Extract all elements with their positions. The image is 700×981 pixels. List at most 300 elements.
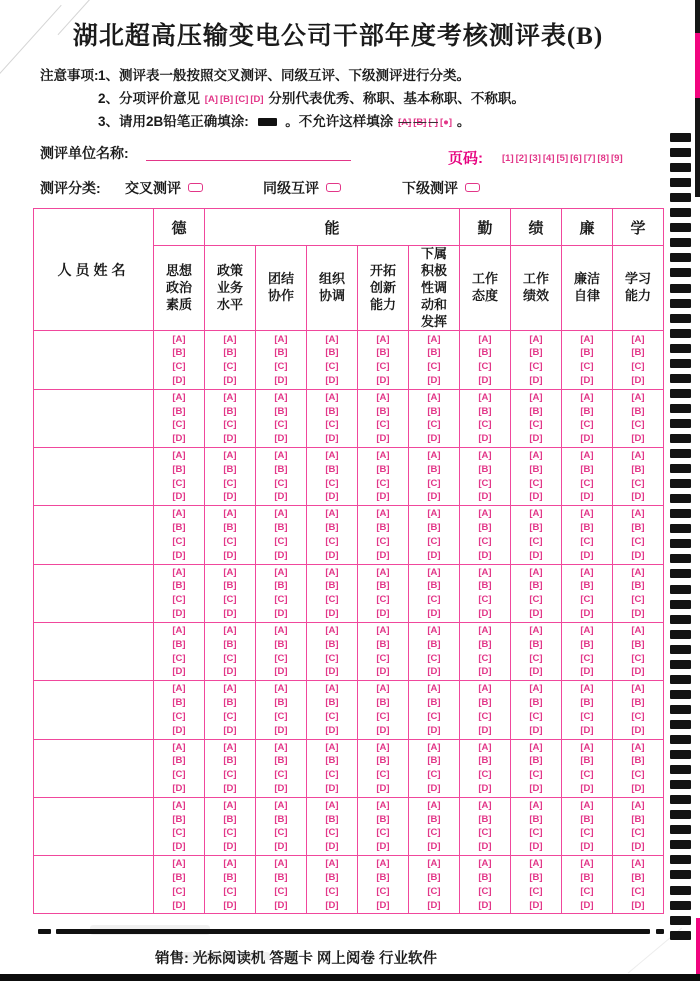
name-cell[interactable]	[34, 506, 154, 564]
omr-bubble[interactable]: [D]	[631, 491, 645, 503]
name-cell[interactable]	[34, 622, 154, 680]
omr-bubble[interactable]: [A]	[427, 333, 441, 345]
omr-bubble[interactable]: [B]	[376, 463, 390, 475]
omr-bubble[interactable]: [C]	[325, 710, 339, 722]
omr-bubble[interactable]: [A]	[325, 858, 339, 870]
omr-bubble[interactable]: [A]	[580, 799, 594, 811]
omr-bubble[interactable]: [A]	[172, 624, 186, 636]
omr-bubble[interactable]: [D]	[172, 433, 186, 445]
omr-bubble[interactable]: [D]	[376, 491, 390, 503]
omr-bubble[interactable]: [D]	[274, 782, 288, 794]
omr-bubble[interactable]: [A]	[325, 333, 339, 345]
omr-bubble[interactable]: [B]	[427, 697, 441, 709]
omr-bubble[interactable]: [C]	[376, 419, 390, 431]
omr-bubble[interactable]: [B]	[325, 638, 339, 650]
omr-bubble[interactable]: [A]	[325, 566, 339, 578]
omr-bubble[interactable]: [D]	[580, 841, 594, 853]
omr-bubble[interactable]: [A]	[529, 858, 543, 870]
omr-bubble[interactable]: [D]	[376, 433, 390, 445]
name-cell[interactable]	[34, 681, 154, 739]
omr-bubble[interactable]: [B]	[274, 347, 288, 359]
omr-bubble[interactable]: [A]	[580, 566, 594, 578]
omr-bubble[interactable]: [C]	[580, 885, 594, 897]
omr-bubble[interactable]: [B]	[427, 463, 441, 475]
omr-bubble[interactable]: [A]	[274, 333, 288, 345]
name-cell[interactable]	[34, 739, 154, 797]
omr-bubble[interactable]: [C]	[529, 885, 543, 897]
omr-bubble[interactable]: [D]	[478, 899, 492, 911]
omr-bubble[interactable]: [D]	[427, 782, 441, 794]
omr-bubble[interactable]: [D]	[325, 899, 339, 911]
omr-bubble[interactable]: [C]	[376, 769, 390, 781]
omr-bubble[interactable]: [D]	[376, 724, 390, 736]
page-number-bubble[interactable]: [5]	[556, 153, 569, 164]
omr-bubble[interactable]: [A]	[478, 741, 492, 753]
omr-bubble[interactable]: [D]	[478, 608, 492, 620]
omr-bubble[interactable]: [D]	[223, 491, 237, 503]
omr-bubble[interactable]: [C]	[478, 827, 492, 839]
omr-bubble[interactable]: [C]	[427, 477, 441, 489]
omr-bubble[interactable]: [D]	[274, 374, 288, 386]
omr-bubble[interactable]: [C]	[631, 535, 645, 547]
omr-bubble[interactable]: [C]	[376, 594, 390, 606]
omr-bubble[interactable]: [D]	[325, 374, 339, 386]
omr-bubble[interactable]: [C]	[172, 652, 186, 664]
name-cell[interactable]	[34, 564, 154, 622]
omr-bubble[interactable]: [C]	[325, 827, 339, 839]
omr-bubble[interactable]: [D]	[631, 724, 645, 736]
omr-bubble[interactable]: [C]	[223, 419, 237, 431]
omr-bubble[interactable]: [B]	[529, 697, 543, 709]
omr-bubble[interactable]: [B]	[478, 405, 492, 417]
omr-bubble[interactable]: [C]	[631, 477, 645, 489]
omr-bubble[interactable]: [D]	[172, 899, 186, 911]
omr-bubble[interactable]: [C]	[427, 535, 441, 547]
omr-bubble[interactable]: [C]	[631, 419, 645, 431]
omr-bubble[interactable]: [B]	[274, 580, 288, 592]
omr-bubble[interactable]: [D]	[325, 666, 339, 678]
omr-bubble[interactable]: [C]	[478, 477, 492, 489]
omr-bubble[interactable]: [B]	[529, 463, 543, 475]
omr-bubble[interactable]: [C]	[223, 827, 237, 839]
unit-name-input[interactable]	[146, 143, 351, 161]
omr-bubble[interactable]: [B]	[274, 871, 288, 883]
omr-bubble[interactable]: [B]	[631, 463, 645, 475]
omr-bubble[interactable]: [B]	[427, 347, 441, 359]
omr-bubble[interactable]: [B]	[580, 405, 594, 417]
omr-bubble[interactable]: [B]	[427, 405, 441, 417]
omr-bubble[interactable]: [D]	[529, 608, 543, 620]
omr-bubble[interactable]: [A]	[376, 566, 390, 578]
omr-bubble[interactable]: [B]	[274, 697, 288, 709]
omr-bubble[interactable]: [A]	[478, 624, 492, 636]
omr-bubble[interactable]: [D]	[427, 374, 441, 386]
omr-bubble[interactable]: [A]	[172, 683, 186, 695]
omr-bubble[interactable]: [D]	[172, 782, 186, 794]
omr-bubble[interactable]: [B]	[172, 697, 186, 709]
omr-bubble[interactable]: [A]	[631, 858, 645, 870]
omr-bubble[interactable]: [A]	[325, 799, 339, 811]
omr-bubble[interactable]: [A]	[631, 566, 645, 578]
omr-bubble[interactable]: [B]	[529, 580, 543, 592]
omr-bubble[interactable]: [B]	[376, 871, 390, 883]
omr-bubble[interactable]: [D]	[631, 666, 645, 678]
omr-bubble[interactable]: [C]	[478, 652, 492, 664]
omr-bubble[interactable]: [A]	[172, 391, 186, 403]
omr-bubble[interactable]: [B]	[427, 813, 441, 825]
omr-bubble[interactable]: [D]	[223, 608, 237, 620]
omr-bubble[interactable]: [A]	[427, 683, 441, 695]
omr-bubble[interactable]: [A]	[223, 566, 237, 578]
omr-bubble[interactable]: [D]	[223, 899, 237, 911]
omr-bubble[interactable]: [D]	[580, 666, 594, 678]
omr-bubble[interactable]: [D]	[478, 491, 492, 503]
omr-bubble[interactable]: [B]	[427, 522, 441, 534]
omr-bubble[interactable]: [C]	[325, 361, 339, 373]
omr-bubble[interactable]: [C]	[325, 419, 339, 431]
omr-bubble[interactable]: [A]	[223, 799, 237, 811]
omr-bubble[interactable]: [C]	[427, 827, 441, 839]
omr-bubble[interactable]: [A]	[580, 741, 594, 753]
omr-bubble[interactable]: [D]	[631, 608, 645, 620]
omr-bubble[interactable]: [A]	[172, 508, 186, 520]
omr-bubble[interactable]: [C]	[529, 710, 543, 722]
omr-bubble[interactable]: [C]	[529, 769, 543, 781]
omr-bubble[interactable]: [D]	[274, 841, 288, 853]
omr-bubble[interactable]: [D]	[223, 841, 237, 853]
omr-bubble[interactable]: [A]	[274, 450, 288, 462]
omr-bubble[interactable]: [D]	[427, 433, 441, 445]
omr-bubble[interactable]: [C]	[580, 535, 594, 547]
omr-bubble[interactable]: [D]	[580, 433, 594, 445]
omr-bubble[interactable]: [C]	[274, 535, 288, 547]
omr-bubble[interactable]: [A]	[529, 391, 543, 403]
omr-bubble[interactable]: [B]	[172, 813, 186, 825]
omr-bubble[interactable]: [A]	[478, 858, 492, 870]
omr-bubble[interactable]: [B]	[325, 522, 339, 534]
omr-bubble[interactable]: [D]	[427, 666, 441, 678]
omr-bubble[interactable]: [C]	[223, 594, 237, 606]
omr-bubble[interactable]: [A]	[376, 858, 390, 870]
omr-bubble[interactable]: [D]	[172, 491, 186, 503]
omr-bubble[interactable]: [A]	[529, 799, 543, 811]
omr-bubble[interactable]: [D]	[631, 549, 645, 561]
omr-bubble[interactable]: [D]	[580, 724, 594, 736]
omr-bubble[interactable]: [D]	[172, 841, 186, 853]
page-number-bubble[interactable]: [4]	[542, 153, 555, 164]
omr-bubble[interactable]: [A]	[580, 624, 594, 636]
omr-bubble[interactable]: [C]	[631, 594, 645, 606]
omr-bubble[interactable]: [D]	[529, 491, 543, 503]
omr-bubble[interactable]: [C]	[478, 885, 492, 897]
omr-bubble[interactable]: [D]	[631, 374, 645, 386]
omr-bubble[interactable]: [A]	[325, 683, 339, 695]
omr-bubble[interactable]: [B]	[478, 813, 492, 825]
omr-bubble[interactable]: [B]	[325, 697, 339, 709]
omr-bubble[interactable]: [A]	[274, 741, 288, 753]
category-checkbox[interactable]	[188, 183, 203, 192]
omr-bubble[interactable]: [A]	[631, 508, 645, 520]
omr-bubble[interactable]: [B]	[376, 755, 390, 767]
omr-bubble[interactable]: [B]	[478, 638, 492, 650]
omr-bubble[interactable]: [A]	[631, 450, 645, 462]
omr-bubble[interactable]: [C]	[223, 652, 237, 664]
omr-bubble[interactable]: [A]	[478, 799, 492, 811]
omr-bubble[interactable]: [A]	[580, 333, 594, 345]
omr-bubble[interactable]: [A]	[631, 741, 645, 753]
omr-bubble[interactable]: [B]	[274, 813, 288, 825]
omr-bubble[interactable]: [C]	[376, 885, 390, 897]
omr-bubble[interactable]: [C]	[529, 594, 543, 606]
omr-bubble[interactable]: [C]	[478, 535, 492, 547]
omr-bubble[interactable]: [B]	[580, 871, 594, 883]
omr-bubble[interactable]: [B]	[325, 580, 339, 592]
omr-bubble[interactable]: [D]	[223, 724, 237, 736]
omr-bubble[interactable]: [B]	[223, 755, 237, 767]
omr-bubble[interactable]: [D]	[580, 549, 594, 561]
omr-bubble[interactable]: [C]	[223, 710, 237, 722]
omr-bubble[interactable]: [B]	[631, 405, 645, 417]
omr-bubble[interactable]: [D]	[223, 374, 237, 386]
omr-bubble[interactable]: [B]	[325, 871, 339, 883]
omr-bubble[interactable]: [B]	[274, 755, 288, 767]
omr-bubble[interactable]: [A]	[376, 508, 390, 520]
omr-bubble[interactable]: [B]	[631, 871, 645, 883]
omr-bubble[interactable]: [B]	[325, 347, 339, 359]
omr-bubble[interactable]: [D]	[529, 433, 543, 445]
omr-bubble[interactable]: [C]	[631, 827, 645, 839]
omr-bubble[interactable]: [B]	[325, 405, 339, 417]
omr-bubble[interactable]: [C]	[172, 535, 186, 547]
omr-bubble[interactable]: [D]	[325, 841, 339, 853]
omr-bubble[interactable]: [A]	[274, 683, 288, 695]
omr-bubble[interactable]: [D]	[376, 841, 390, 853]
omr-bubble[interactable]: [D]	[274, 608, 288, 620]
omr-bubble[interactable]: [D]	[529, 666, 543, 678]
omr-bubble[interactable]: [C]	[529, 652, 543, 664]
page-number-bubble[interactable]: [7]	[583, 153, 596, 164]
omr-bubble[interactable]: [C]	[172, 885, 186, 897]
omr-bubble[interactable]: [C]	[427, 361, 441, 373]
omr-bubble[interactable]: [A]	[223, 508, 237, 520]
omr-bubble[interactable]: [C]	[223, 361, 237, 373]
omr-bubble[interactable]: [B]	[580, 580, 594, 592]
omr-bubble[interactable]: [C]	[631, 885, 645, 897]
omr-bubble[interactable]: [B]	[631, 813, 645, 825]
omr-bubble[interactable]: [D]	[580, 899, 594, 911]
omr-bubble[interactable]: [A]	[223, 450, 237, 462]
omr-bubble[interactable]: [C]	[529, 535, 543, 547]
omr-bubble[interactable]: [C]	[274, 419, 288, 431]
omr-bubble[interactable]: [A]	[529, 624, 543, 636]
omr-bubble[interactable]: [A]	[376, 741, 390, 753]
omr-bubble[interactable]: [B]	[631, 638, 645, 650]
omr-bubble[interactable]: [A]	[529, 508, 543, 520]
omr-bubble[interactable]: [D]	[274, 433, 288, 445]
omr-bubble[interactable]: [B]	[376, 580, 390, 592]
omr-bubble[interactable]: [A]	[172, 333, 186, 345]
omr-bubble[interactable]: [C]	[580, 477, 594, 489]
omr-bubble[interactable]: [D]	[172, 666, 186, 678]
omr-bubble[interactable]: [B]	[376, 347, 390, 359]
omr-bubble[interactable]: [B]	[274, 638, 288, 650]
omr-bubble[interactable]: [B]	[172, 871, 186, 883]
omr-bubble[interactable]: [C]	[580, 652, 594, 664]
omr-bubble[interactable]: [A]	[223, 741, 237, 753]
omr-bubble[interactable]: [C]	[172, 594, 186, 606]
omr-bubble[interactable]: [D]	[274, 491, 288, 503]
name-cell[interactable]	[34, 331, 154, 389]
omr-bubble[interactable]: [B]	[631, 580, 645, 592]
omr-bubble[interactable]: [B]	[478, 580, 492, 592]
omr-bubble[interactable]: [A]	[172, 450, 186, 462]
omr-bubble[interactable]: [B]	[427, 755, 441, 767]
omr-bubble[interactable]: [D]	[631, 899, 645, 911]
omr-bubble[interactable]: [A]	[325, 741, 339, 753]
omr-bubble[interactable]: [B]	[376, 405, 390, 417]
omr-bubble[interactable]: [A]	[478, 333, 492, 345]
name-cell[interactable]	[34, 797, 154, 855]
omr-bubble[interactable]: [C]	[631, 652, 645, 664]
omr-bubble[interactable]: [C]	[478, 361, 492, 373]
omr-bubble[interactable]: [D]	[274, 666, 288, 678]
omr-bubble[interactable]: [B]	[223, 463, 237, 475]
omr-bubble[interactable]: [A]	[274, 799, 288, 811]
omr-bubble[interactable]: [B]	[223, 405, 237, 417]
omr-bubble[interactable]: [C]	[223, 477, 237, 489]
omr-bubble[interactable]: [D]	[478, 666, 492, 678]
page-number-bubble[interactable]: [6]	[570, 153, 582, 164]
omr-bubble[interactable]: [A]	[376, 799, 390, 811]
omr-bubble[interactable]: [D]	[427, 608, 441, 620]
omr-bubble[interactable]: [C]	[580, 710, 594, 722]
omr-bubble[interactable]: [B]	[325, 463, 339, 475]
omr-bubble[interactable]: [C]	[580, 419, 594, 431]
omr-bubble[interactable]: [B]	[580, 347, 594, 359]
omr-bubble[interactable]: [B]	[478, 463, 492, 475]
omr-bubble[interactable]: [C]	[529, 827, 543, 839]
omr-bubble[interactable]: [C]	[427, 594, 441, 606]
omr-bubble[interactable]: [A]	[223, 391, 237, 403]
omr-bubble[interactable]: [B]	[529, 871, 543, 883]
omr-bubble[interactable]: [D]	[172, 549, 186, 561]
omr-bubble[interactable]: [B]	[172, 580, 186, 592]
omr-bubble[interactable]: [C]	[529, 419, 543, 431]
omr-bubble[interactable]: [C]	[325, 885, 339, 897]
omr-bubble[interactable]: [D]	[325, 433, 339, 445]
omr-bubble[interactable]: [A]	[172, 566, 186, 578]
omr-bubble[interactable]: [A]	[325, 391, 339, 403]
omr-bubble[interactable]: [B]	[376, 522, 390, 534]
omr-bubble[interactable]: [D]	[427, 841, 441, 853]
omr-bubble[interactable]: [D]	[325, 608, 339, 620]
page-number-bubble[interactable]: [3]	[529, 153, 541, 164]
omr-bubble[interactable]: [D]	[172, 608, 186, 620]
omr-bubble[interactable]: [A]	[427, 624, 441, 636]
omr-bubble[interactable]: [D]	[529, 724, 543, 736]
category-checkbox[interactable]	[326, 183, 341, 192]
omr-bubble[interactable]: [A]	[580, 858, 594, 870]
omr-bubble[interactable]: [D]	[529, 549, 543, 561]
omr-bubble[interactable]: [D]	[274, 549, 288, 561]
omr-bubble[interactable]: [B]	[376, 697, 390, 709]
omr-bubble[interactable]: [C]	[376, 710, 390, 722]
omr-bubble[interactable]: [D]	[376, 374, 390, 386]
omr-bubble[interactable]: [A]	[376, 450, 390, 462]
omr-bubble[interactable]: [B]	[274, 405, 288, 417]
omr-bubble[interactable]: [C]	[478, 769, 492, 781]
category-checkbox[interactable]	[465, 183, 480, 192]
omr-bubble[interactable]: [C]	[376, 361, 390, 373]
omr-bubble[interactable]: [B]	[580, 463, 594, 475]
omr-bubble[interactable]: [D]	[427, 549, 441, 561]
omr-bubble[interactable]: [A]	[274, 624, 288, 636]
omr-bubble[interactable]: [D]	[274, 899, 288, 911]
omr-bubble[interactable]: [B]	[478, 522, 492, 534]
omr-bubble[interactable]: [D]	[274, 724, 288, 736]
omr-bubble[interactable]: [B]	[529, 405, 543, 417]
omr-bubble[interactable]: [C]	[427, 419, 441, 431]
omr-bubble[interactable]: [C]	[274, 769, 288, 781]
omr-bubble[interactable]: [C]	[325, 535, 339, 547]
omr-bubble[interactable]: [B]	[172, 347, 186, 359]
omr-bubble[interactable]: [A]	[274, 566, 288, 578]
omr-bubble[interactable]: [B]	[631, 522, 645, 534]
omr-bubble[interactable]: [D]	[478, 374, 492, 386]
omr-bubble[interactable]: [C]	[427, 710, 441, 722]
page-number-bubble[interactable]: [2]	[515, 153, 528, 164]
omr-bubble[interactable]: [A]	[223, 624, 237, 636]
omr-bubble[interactable]: [A]	[580, 508, 594, 520]
omr-bubble[interactable]: [B]	[478, 347, 492, 359]
omr-bubble[interactable]: [C]	[529, 361, 543, 373]
omr-bubble[interactable]: [C]	[580, 361, 594, 373]
omr-bubble[interactable]: [C]	[631, 361, 645, 373]
omr-bubble[interactable]: [B]	[427, 871, 441, 883]
omr-bubble[interactable]: [C]	[376, 535, 390, 547]
omr-bubble[interactable]: [C]	[478, 594, 492, 606]
omr-bubble[interactable]: [A]	[427, 799, 441, 811]
omr-bubble[interactable]: [B]	[427, 638, 441, 650]
omr-bubble[interactable]: [B]	[223, 522, 237, 534]
omr-bubble[interactable]: [D]	[223, 666, 237, 678]
omr-bubble[interactable]: [A]	[325, 624, 339, 636]
omr-bubble[interactable]: [C]	[529, 477, 543, 489]
omr-bubble[interactable]: [D]	[325, 491, 339, 503]
omr-bubble[interactable]: [C]	[427, 885, 441, 897]
omr-bubble[interactable]: [D]	[529, 841, 543, 853]
omr-bubble[interactable]: [A]	[223, 683, 237, 695]
omr-bubble[interactable]: [A]	[274, 858, 288, 870]
omr-bubble[interactable]: [A]	[478, 683, 492, 695]
page-number-bubble[interactable]: [8]	[597, 153, 609, 164]
omr-bubble[interactable]: [C]	[172, 827, 186, 839]
omr-bubble[interactable]: [A]	[580, 683, 594, 695]
omr-bubble[interactable]: [C]	[223, 535, 237, 547]
omr-bubble[interactable]: [D]	[427, 899, 441, 911]
omr-bubble[interactable]: [D]	[172, 724, 186, 736]
omr-bubble[interactable]: [B]	[223, 697, 237, 709]
omr-bubble[interactable]: [B]	[427, 580, 441, 592]
omr-bubble[interactable]: [C]	[172, 361, 186, 373]
omr-bubble[interactable]: [A]	[376, 683, 390, 695]
omr-bubble[interactable]: [C]	[580, 827, 594, 839]
omr-bubble[interactable]: [B]	[631, 697, 645, 709]
omr-bubble[interactable]: [C]	[274, 652, 288, 664]
omr-bubble[interactable]: [A]	[274, 391, 288, 403]
omr-bubble[interactable]: [D]	[580, 491, 594, 503]
omr-bubble[interactable]: [D]	[478, 433, 492, 445]
